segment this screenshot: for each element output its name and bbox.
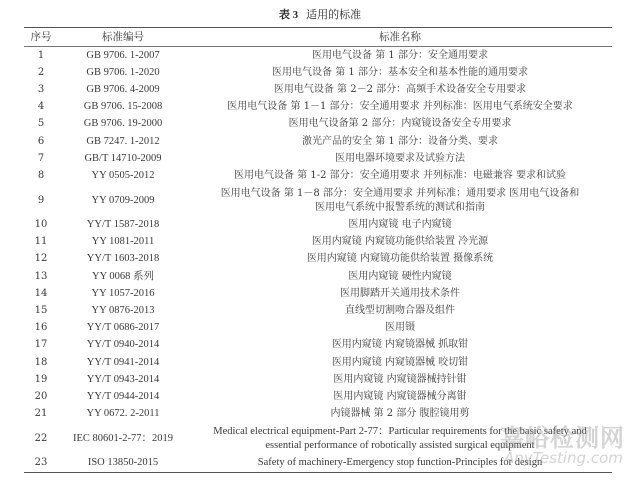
row-name-line: 直线型切割吻合器及组件 bbox=[345, 305, 455, 317]
table-row bbox=[24, 116, 612, 133]
table-row bbox=[24, 406, 612, 423]
row-no: 14 bbox=[34, 287, 48, 299]
row-no: 8 bbox=[37, 169, 45, 181]
table-row bbox=[24, 167, 612, 184]
row-name bbox=[188, 456, 612, 470]
row-no: 13 bbox=[34, 270, 48, 282]
row-name-line: 医用电气设备 第 1-2 部分：安全通用要求 并列标准：电磁兼容 要求和试验 bbox=[234, 169, 566, 181]
row-name bbox=[188, 152, 612, 166]
row-name-line: 医用内窥镜 内窥镜功能供给装置 摄像系统 bbox=[306, 253, 494, 265]
row-name bbox=[188, 373, 612, 387]
header-code: 标准编号 bbox=[102, 31, 144, 43]
table-row bbox=[24, 268, 612, 285]
row-code: YY/T 0943-2014 bbox=[86, 373, 160, 385]
row-no: 12 bbox=[34, 253, 48, 265]
table-row bbox=[24, 371, 612, 388]
row-no: 6 bbox=[37, 135, 45, 147]
row-name-line: 医用内窥镜 电子内窥镜 bbox=[348, 219, 452, 231]
row-name bbox=[188, 252, 612, 266]
row-no: 18 bbox=[34, 356, 48, 368]
row-no: 2 bbox=[37, 66, 45, 78]
table-row bbox=[24, 133, 612, 150]
row-code: GB 7247. 1-2012 bbox=[86, 135, 160, 147]
table-row bbox=[24, 302, 612, 319]
row-name bbox=[188, 287, 612, 301]
row-code: YY/T 1587-2018 bbox=[86, 219, 160, 231]
row-no: 16 bbox=[34, 322, 48, 334]
row-name bbox=[188, 356, 612, 370]
row-name-line: 医用电气设备 第 1－1 部分：安全通用要求 并列标准：医用电气系统安全要求 bbox=[227, 101, 573, 113]
row-name-line: 医用电气系统中报警系统的测试和指南 bbox=[315, 201, 485, 213]
row-no: 23 bbox=[34, 457, 48, 469]
row-code: GB 9706. 1-2020 bbox=[86, 66, 160, 78]
row-no: 9 bbox=[37, 194, 45, 206]
row-name-line: 医用内窥镜 内窥镜器械分离钳 bbox=[333, 390, 467, 402]
row-code: GB 9706. 1-2007 bbox=[86, 49, 160, 61]
row-no: 3 bbox=[37, 83, 45, 95]
row-code: YY 0672. 2-2011 bbox=[86, 408, 160, 420]
row-name-line: 激光产品的安全 第 1 部分：设备分类、要求 bbox=[302, 135, 498, 147]
table-body bbox=[24, 47, 612, 472]
row-code: IEC 80601-2-77：2019 bbox=[72, 432, 174, 444]
row-no: 5 bbox=[37, 118, 45, 130]
row-code: GB 9706. 15-2008 bbox=[83, 101, 163, 113]
row-name-line: 医用电气设备 第 1 部分：基本安全和基本性能的通用要求 bbox=[272, 66, 528, 78]
row-no: 22 bbox=[34, 432, 48, 444]
row-name-line: 医用内窥镜 内窥镜器械 咬切钳 bbox=[331, 356, 469, 368]
table-row bbox=[24, 320, 612, 337]
row-name bbox=[188, 187, 612, 215]
row-name bbox=[188, 66, 612, 80]
table-row bbox=[24, 251, 612, 268]
row-code: YY/T 1603-2018 bbox=[86, 253, 160, 265]
row-no: 1 bbox=[37, 49, 45, 61]
row-code: YY 1057-2016 bbox=[91, 287, 155, 299]
table-title: 适用的标准 bbox=[306, 8, 362, 21]
row-name bbox=[188, 117, 612, 131]
header-name: 标准名称 bbox=[379, 31, 421, 43]
watermark-cn: 嘉峪检测网 bbox=[500, 424, 625, 452]
row-code: ISO 13850-2015 bbox=[87, 457, 159, 469]
table-row bbox=[24, 99, 612, 116]
table-row bbox=[24, 64, 612, 81]
row-no: 10 bbox=[34, 219, 48, 231]
row-code: YY/T 0941-2014 bbox=[86, 356, 160, 368]
row-name-line: Medical electrical equipment-Part 2-77：Particular requirements for the basic safety and bbox=[213, 425, 587, 437]
table-row bbox=[24, 234, 612, 251]
row-code: YY/T 0940-2014 bbox=[86, 339, 160, 351]
row-name bbox=[188, 304, 612, 318]
row-code: GB 9706. 4-2009 bbox=[86, 83, 160, 95]
table-row bbox=[24, 185, 612, 217]
header-no: 序号 bbox=[30, 31, 52, 43]
row-no: 19 bbox=[34, 373, 48, 385]
row-no: 21 bbox=[34, 408, 48, 420]
table-row bbox=[24, 388, 612, 405]
row-no: 17 bbox=[34, 339, 48, 351]
table-row bbox=[24, 354, 612, 371]
row-code: YY 0505-2012 bbox=[91, 169, 155, 181]
row-code: YY/T 0686-2017 bbox=[86, 322, 160, 334]
row-no: 15 bbox=[34, 305, 48, 317]
row-name-line: 医用内窥镜 内窥镜器械 抓取钳 bbox=[331, 339, 469, 351]
table-row bbox=[24, 47, 612, 64]
row-name-line: 医用电气设备第 2 部分：内窥镜设备安全专用要求 bbox=[288, 118, 512, 130]
row-code: YY 0876-2013 bbox=[91, 305, 155, 317]
row-code: GB 9706. 19-2000 bbox=[83, 118, 163, 130]
row-name bbox=[188, 270, 612, 284]
row-name-line: 医用内窥镜 硬性内窥镜 bbox=[348, 270, 452, 282]
row-name bbox=[188, 407, 612, 421]
row-name bbox=[188, 169, 612, 183]
row-name bbox=[188, 321, 612, 335]
row-code: YY 1081-2011 bbox=[91, 236, 155, 248]
row-name bbox=[188, 338, 612, 352]
row-name bbox=[188, 100, 612, 114]
row-no: 20 bbox=[34, 390, 48, 402]
table-row bbox=[24, 81, 612, 98]
row-name-line: Safety of machinery-Emergency stop function-Principles for design bbox=[257, 457, 543, 469]
row-name-line: 医用电器环境要求及试验方法 bbox=[335, 152, 465, 164]
table-row bbox=[24, 217, 612, 234]
bottom-rule bbox=[24, 472, 612, 473]
row-code: YY 0068 系列 bbox=[91, 270, 155, 282]
row-name bbox=[188, 135, 612, 149]
row-name-line: 医用镊 bbox=[385, 322, 415, 334]
row-no: 7 bbox=[37, 152, 45, 164]
table-row bbox=[24, 455, 612, 472]
row-no: 4 bbox=[37, 101, 45, 113]
row-name-line: essential performance of robotically assisted surgical equipment bbox=[265, 439, 535, 451]
row-name-line: 内镜器械 第 2 部分 腹腔镜用剪 bbox=[330, 408, 470, 420]
table-row bbox=[24, 285, 612, 302]
row-name bbox=[188, 425, 612, 453]
row-name-line: 医用电气设备 第 1 部分：安全通用要求 bbox=[312, 49, 488, 61]
standards-table bbox=[24, 27, 612, 473]
table-header bbox=[24, 28, 612, 46]
row-name-line: 医用电气设备 第 2－2 部分：高频手术设备安全专用要求 bbox=[273, 83, 527, 95]
row-name-line: 医用电气设备 第 1－8 部分：安全通用要求 并列标准：通用要求 医用电气设备和 bbox=[220, 187, 580, 199]
row-name-line: 医用脚踏开关通用技术条件 bbox=[340, 287, 460, 299]
table-row bbox=[24, 423, 612, 455]
row-name bbox=[188, 83, 612, 97]
table-row bbox=[24, 337, 612, 354]
table-caption bbox=[0, 6, 640, 22]
row-code: YY 0709-2009 bbox=[91, 194, 155, 206]
table-number: 表 3 bbox=[278, 9, 299, 21]
row-name-line: 医用内窥镜 内窥镜器械持针钳 bbox=[333, 373, 467, 385]
row-name-line: 医用内窥镜 内窥镜功能供给装置 冷光源 bbox=[311, 236, 489, 248]
row-code: YY/T 0944-2014 bbox=[86, 390, 160, 402]
row-code: GB/T 14710-2009 bbox=[84, 152, 162, 164]
row-name bbox=[188, 49, 612, 63]
row-name bbox=[188, 235, 612, 249]
row-no: 11 bbox=[34, 236, 48, 248]
row-name bbox=[188, 218, 612, 232]
watermark-en: AnyTesting.com bbox=[504, 449, 623, 467]
row-name bbox=[188, 390, 612, 404]
table-row bbox=[24, 150, 612, 167]
